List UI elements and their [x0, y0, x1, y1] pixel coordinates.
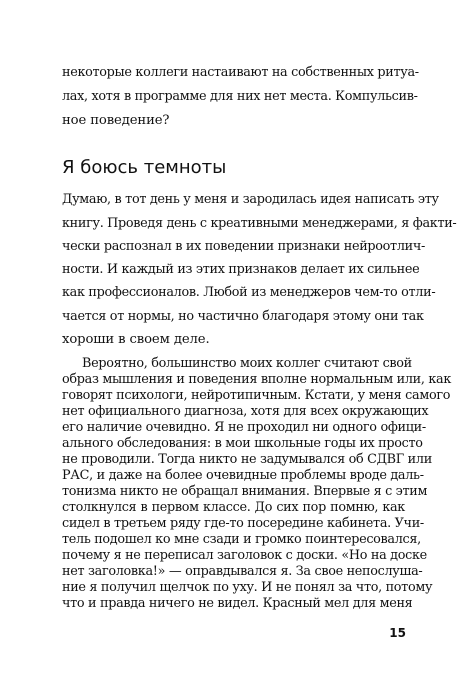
top-paragraph-line-1: некоторые коллеги настаивают на собственных ритуа- — [62, 65, 419, 80]
top-paragraph-line-3: ное поведение? — [62, 113, 170, 128]
paragraph-1-line-6: чается от нормы, но частично благодаря этому они так — [62, 309, 424, 324]
paragraph-2-line-8: РАС, и даже на более очевидные проблемы вроде даль- — [62, 468, 424, 483]
paragraph-2-line-12: тель подошел ко мне сзади и громко поинтересовался, — [62, 532, 421, 547]
top-paragraph-line-2: лах, хотя в программе для них нет места. Компульсив- — [62, 89, 418, 104]
paragraph-2-line-1: Вероятно, большинство моих коллег считают свой — [82, 356, 412, 371]
paragraph-2-line-7: не проводили. Тогда никто не задумывался об СДВГ или — [62, 452, 432, 467]
paragraph-2-line-3: говорят психологи, нейротипичным. Кстати, у меня самого — [62, 388, 451, 403]
paragraph-2-line-10: столкнулся в первом классе. До сих пор помню, как — [62, 500, 405, 515]
paragraph-2-line-6: ального обследования: в мои школьные годы их просто — [62, 436, 423, 451]
paragraph-2-line-15: ние я получил щелчок по уху. И не понял за что, потому — [62, 580, 433, 595]
paragraph-2-line-5: его наличие очевидно. Я не проходил ни одного офици- — [62, 420, 426, 435]
paragraph-1-line-2: книгу. Проведя день с креативными менеджерами, я факти- — [62, 216, 457, 231]
paragraph-1-line-5: как профессионалов. Любой из менеджеров чем-то отли- — [62, 285, 436, 300]
paragraph-2-line-14: нет заголовка!» — оправдывался я. За свое непослуша- — [62, 564, 423, 579]
paragraph-2-line-11: сидел в третьем ряду где-то посередине кабинета. Учи- — [62, 516, 424, 531]
paragraph-1-line-4: ности. И каждый из этих признаков делает их сильнее — [62, 262, 420, 277]
section-heading: Я боюсь темноты — [62, 157, 227, 178]
page-number: 15 — [389, 626, 406, 640]
paragraph-2-line-16: что и правда ничего не видел. Красный мел для меня — [62, 596, 413, 611]
paragraph-2-line-2: образ мышления и поведения вполне нормальным или, как — [62, 372, 452, 387]
paragraph-1-line-3: чески распознал в их поведении признаки нейроотлич- — [62, 239, 425, 254]
paragraph-2-line-9: тонизма никто не обращал внимания. Впервые я с этим — [62, 484, 428, 499]
paragraph-2-line-4: нет официального диагноза, хотя для всех окружающих — [62, 404, 429, 419]
paragraph-1-line-7: хороши в своем деле. — [62, 332, 210, 347]
paragraph-1-line-1: Думаю, в тот день у меня и зародилась идея написать эту — [62, 192, 439, 207]
paragraph-2-line-13: почему я не переписал заголовок с доски. «Но на доске — [62, 548, 427, 563]
